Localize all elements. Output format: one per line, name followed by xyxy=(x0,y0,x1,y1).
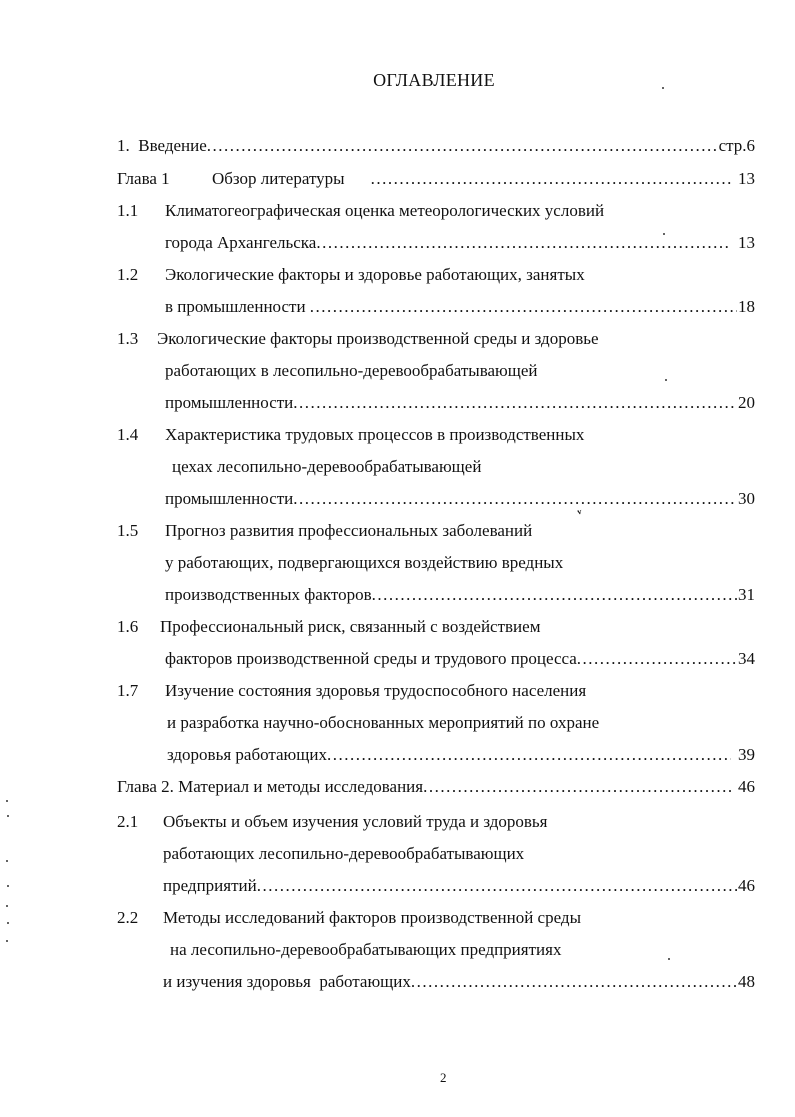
toc-entry-line: Изучение состояния здоровья трудоспособного населения xyxy=(165,681,587,700)
toc-page-number: 39 xyxy=(738,745,755,764)
toc-entry-1-4 xyxy=(165,488,755,510)
leader-dots xyxy=(371,168,731,190)
scan-speck xyxy=(662,87,664,89)
toc-entry-line: работающих в лесопильно-деревообрабатывающей xyxy=(165,361,538,380)
toc-entry-line: Климатогеографическая оценка метеорологических условий xyxy=(165,201,605,220)
scan-speck xyxy=(7,885,9,887)
scan-speck xyxy=(7,922,9,924)
leader-dots xyxy=(411,971,737,993)
toc-entry-line: Методы исследований факторов производственной среды xyxy=(163,908,581,927)
scan-speck xyxy=(6,905,8,907)
leader-dots xyxy=(310,296,737,318)
toc-entry-label: города Архангельска xyxy=(165,233,317,252)
toc-page-number: 30 xyxy=(738,489,755,508)
toc-entry-label: предприятий xyxy=(163,876,257,895)
toc-page-number: 20 xyxy=(738,393,755,412)
toc-section-number: 2.2 xyxy=(117,908,139,927)
toc-entry-1-6 xyxy=(165,648,755,670)
scan-speck xyxy=(6,940,8,942)
toc-chapter-number: Глава 1 xyxy=(117,169,170,188)
toc-entry-1-7 xyxy=(167,744,755,766)
toc-entry-1-5 xyxy=(165,584,755,606)
toc-entry-2-2 xyxy=(163,971,755,993)
toc-section-number: 1.2 xyxy=(117,265,139,284)
scan-speck xyxy=(7,815,9,817)
toc-entry-1-3 xyxy=(165,392,755,414)
toc-entry-label: здоровья работающих xyxy=(167,745,327,764)
toc-section-number: 1.3 xyxy=(117,329,139,348)
leader-dots xyxy=(327,744,731,766)
toc-section-number: 1.5 xyxy=(117,521,139,540)
toc-entry-line: на лесопильно-деревообрабатывающих предприятиях xyxy=(170,940,562,959)
toc-entry-label: промышленности xyxy=(165,393,294,412)
pen-mark-icon: ᵥ xyxy=(575,501,583,518)
toc-entry-line: Объекты и объем изучения условий труда и здоровья xyxy=(163,812,548,831)
toc-entry-line: и разработка научно-обоснованных мероприятий по охране xyxy=(167,713,600,732)
toc-entry-line: Профессиональный риск, связанный с воздействием xyxy=(160,617,541,636)
toc-page-number: 46 xyxy=(738,876,755,895)
toc-page-number: 48 xyxy=(738,972,755,991)
toc-entry-label: Обзор литературы xyxy=(212,169,345,188)
toc-entry-label: промышленности xyxy=(165,489,294,508)
toc-entry-label: производственных факторов xyxy=(165,585,372,604)
toc-entry-intro xyxy=(117,135,755,157)
toc-section-number: 1.4 xyxy=(117,425,139,444)
scan-speck xyxy=(668,958,670,960)
toc-entry-line: Характеристика трудовых процессов в производственных xyxy=(165,425,585,444)
leader-dots xyxy=(257,875,737,897)
page-number: 2 xyxy=(440,1070,447,1085)
leader-dots xyxy=(423,776,731,798)
toc-entry-line: Прогноз развития профессиональных заболеваний xyxy=(165,521,533,540)
toc-entry-line: цехах лесопильно-деревообрабатывающей xyxy=(172,457,482,476)
leader-dots xyxy=(293,392,737,414)
leader-dots xyxy=(372,584,737,606)
toc-page-number: 46 xyxy=(738,777,755,796)
toc-page-number: стр.6 xyxy=(718,136,755,155)
toc-section-number: 1.1 xyxy=(117,201,139,220)
toc-page-number: 18 xyxy=(738,297,755,316)
toc-section-number: 1.6 xyxy=(117,617,139,636)
page-title: ОГЛАВЛЕНИЕ xyxy=(373,70,495,90)
toc-chapter-2 xyxy=(117,776,755,798)
toc-entry-label: Глава 2. Материал и методы исследования xyxy=(117,777,424,796)
toc-entry-line: Экологические факторы и здоровье работающих, занятых xyxy=(165,265,585,284)
leader-dots xyxy=(577,648,737,670)
toc-entry-1-1 xyxy=(165,232,755,254)
toc-section-number: 2.1 xyxy=(117,812,139,831)
leader-dots xyxy=(293,488,737,510)
toc-entry-label: факторов производственной среды и трудового процесса xyxy=(165,649,577,668)
scan-speck xyxy=(6,800,8,802)
toc-entry-line: работающих лесопильно-деревообрабатывающих xyxy=(163,844,525,863)
toc-chapter-1 xyxy=(212,168,755,190)
toc-page-number: 13 xyxy=(738,169,755,188)
leader-dots xyxy=(316,232,731,254)
scan-speck xyxy=(6,860,8,862)
toc-entry-label: 1. Введение xyxy=(117,136,207,155)
toc-entry-label: в промышленности xyxy=(165,297,310,316)
toc-page-number: 13 xyxy=(738,233,755,252)
toc-page-number: 31 xyxy=(738,585,755,604)
toc-entry-label: и изучения здоровья работающих xyxy=(163,972,411,991)
toc-section-number: 1.7 xyxy=(117,681,139,700)
scan-speck xyxy=(663,233,665,235)
scan-speck xyxy=(665,379,667,381)
toc-page-number: 34 xyxy=(738,649,755,668)
toc-entry-line: у работающих, подвергающихся воздействию вредных xyxy=(165,553,564,572)
leader-dots xyxy=(207,135,718,157)
toc-entry-1-2 xyxy=(165,296,755,318)
toc-entry-line: Экологические факторы производственной среды и здоровье xyxy=(157,329,599,348)
toc-entry-2-1 xyxy=(163,875,755,897)
